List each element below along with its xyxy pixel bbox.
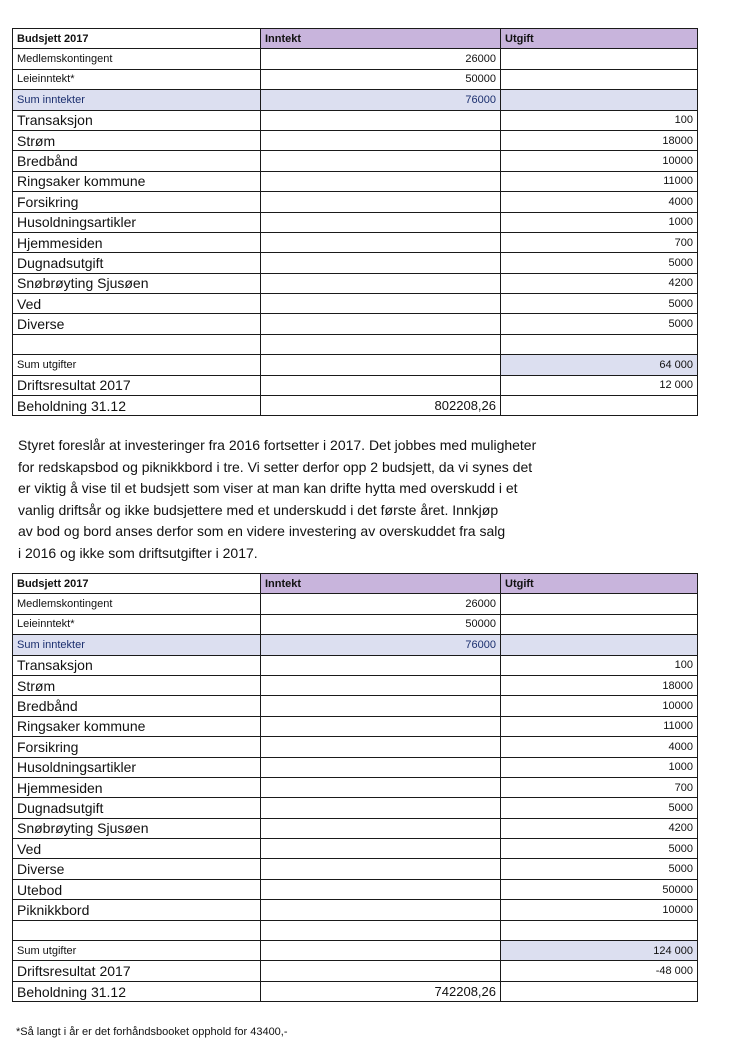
empty-cell <box>261 212 501 232</box>
empty-cell <box>501 594 698 614</box>
row-label: Sum inntekter <box>13 635 261 655</box>
empty-cell <box>261 716 501 736</box>
income-row <box>13 594 698 614</box>
empty-cell <box>261 675 501 695</box>
result-row <box>13 375 698 395</box>
expense-row <box>13 900 698 920</box>
balance-value: 802208,26 <box>261 396 501 416</box>
expense-row <box>13 253 698 273</box>
income-row <box>13 69 698 89</box>
sum-expenses-row <box>13 355 698 375</box>
blank-row <box>13 334 698 354</box>
row-label: Sum utgifter <box>13 355 261 375</box>
expense-value: 18000 <box>501 675 698 695</box>
budget-table-1 <box>12 28 698 416</box>
empty-cell <box>261 777 501 797</box>
row-label: Snøbrøyting Sjusøen <box>13 273 261 293</box>
row-label: Hjemmesiden <box>13 232 261 252</box>
empty-cell <box>13 334 261 354</box>
income-header-cell: Inntekt <box>261 29 501 49</box>
expense-value: 5000 <box>501 798 698 818</box>
empty-cell <box>501 49 698 69</box>
explanation-paragraph <box>18 435 618 564</box>
sum-income-row <box>13 635 698 655</box>
expense-value: 1000 <box>501 212 698 232</box>
expense-row <box>13 655 698 675</box>
expense-value: 4200 <box>501 273 698 293</box>
empty-cell <box>261 192 501 212</box>
expense-value: 100 <box>501 655 698 675</box>
balance-value: 742208,26 <box>261 981 501 1001</box>
empty-cell <box>261 232 501 252</box>
expense-value: 124 000 <box>501 941 698 961</box>
header-row <box>13 29 698 49</box>
row-label: Driftsresultat 2017 <box>13 961 261 981</box>
expense-value: 5000 <box>501 314 698 334</box>
expense-value: 10000 <box>501 151 698 171</box>
empty-cell <box>261 839 501 859</box>
expense-row <box>13 273 698 293</box>
expense-value: 64 000 <box>501 355 698 375</box>
income-value: 26000 <box>261 49 501 69</box>
income-header-cell: Inntekt <box>261 574 501 594</box>
row-label: Bredbånd <box>13 696 261 716</box>
row-label: Diverse <box>13 859 261 879</box>
expense-row <box>13 192 698 212</box>
row-label: Transaksjon <box>13 655 261 675</box>
row-label: Forsikring <box>13 737 261 757</box>
expense-value: 100 <box>501 110 698 130</box>
paragraph-line: i 2016 og ikke som driftsutgifter i 2017. <box>18 544 258 561</box>
result-row <box>13 961 698 981</box>
expense-value: 4000 <box>501 192 698 212</box>
row-label: Ved <box>13 294 261 314</box>
empty-cell <box>501 90 698 110</box>
income-value: 50000 <box>261 614 501 634</box>
empty-cell <box>261 696 501 716</box>
expense-value: 700 <box>501 232 698 252</box>
sum-income-row <box>13 90 698 110</box>
income-value: 26000 <box>261 594 501 614</box>
row-label: Sum utgifter <box>13 941 261 961</box>
empty-cell <box>261 655 501 675</box>
row-label: Forsikring <box>13 192 261 212</box>
row-label: Strøm <box>13 130 261 150</box>
empty-cell <box>501 920 698 940</box>
expense-row <box>13 151 698 171</box>
row-label: Bredbånd <box>13 151 261 171</box>
empty-cell <box>261 130 501 150</box>
expense-header-cell: Utgift <box>501 574 698 594</box>
expense-value: 5000 <box>501 839 698 859</box>
expense-row <box>13 314 698 334</box>
row-label: Ringsaker kommune <box>13 716 261 736</box>
expense-value: 10000 <box>501 900 698 920</box>
empty-cell <box>261 941 501 961</box>
empty-cell <box>261 334 501 354</box>
budget-title-cell: Budsjett 2017 <box>13 29 261 49</box>
row-label: Piknikkbord <box>13 900 261 920</box>
empty-cell <box>261 171 501 191</box>
row-label: Hjemmesiden <box>13 777 261 797</box>
balance-row <box>13 981 698 1001</box>
expense-value: 5000 <box>501 294 698 314</box>
expense-row <box>13 110 698 130</box>
row-label: Utebod <box>13 879 261 899</box>
empty-cell <box>13 920 261 940</box>
expense-row <box>13 777 698 797</box>
empty-cell <box>261 110 501 130</box>
budget-table-2 <box>12 573 698 1002</box>
row-label: Strøm <box>13 675 261 695</box>
expense-row <box>13 798 698 818</box>
expense-row <box>13 171 698 191</box>
row-label: Ved <box>13 839 261 859</box>
empty-cell <box>261 294 501 314</box>
expense-row <box>13 212 698 232</box>
row-label: Dugnadsutgift <box>13 798 261 818</box>
expense-row <box>13 716 698 736</box>
empty-cell <box>261 375 501 395</box>
row-label: Dugnadsutgift <box>13 253 261 273</box>
empty-cell <box>261 757 501 777</box>
expense-value: 4000 <box>501 737 698 757</box>
paragraph-line: Styret foreslår at investeringer fra 2016 fortsetter i 2017. Det jobbes med muligheter <box>18 437 537 453</box>
expense-row <box>13 130 698 150</box>
row-label: Husoldningsartikler <box>13 212 261 232</box>
footnote: *Så langt i år er det forhåndsbooket opphold for 43400,- <box>16 1026 288 1038</box>
header-row <box>13 574 698 594</box>
empty-cell <box>501 396 698 416</box>
expense-row <box>13 859 698 879</box>
row-label: Diverse <box>13 314 261 334</box>
income-row <box>13 614 698 634</box>
row-label: Transaksjon <box>13 110 261 130</box>
row-label: Ringsaker kommune <box>13 171 261 191</box>
empty-cell <box>261 900 501 920</box>
empty-cell <box>501 635 698 655</box>
empty-cell <box>261 253 501 273</box>
expense-row <box>13 294 698 314</box>
sum-expenses-row <box>13 941 698 961</box>
row-label: Medlemskontingent <box>13 49 261 69</box>
income-value: 76000 <box>261 635 501 655</box>
empty-cell <box>261 273 501 293</box>
expense-value: 5000 <box>501 253 698 273</box>
empty-cell <box>501 69 698 89</box>
empty-cell <box>261 859 501 879</box>
empty-cell <box>261 961 501 981</box>
empty-cell <box>261 920 501 940</box>
empty-cell <box>261 737 501 757</box>
expense-header-cell: Utgift <box>501 29 698 49</box>
expense-value: 50000 <box>501 879 698 899</box>
empty-cell <box>501 981 698 1001</box>
empty-cell <box>261 151 501 171</box>
empty-cell <box>261 818 501 838</box>
empty-cell <box>261 355 501 375</box>
row-label: Snøbrøyting Sjusøen <box>13 818 261 838</box>
expense-row <box>13 737 698 757</box>
row-label: Beholdning 31.12 <box>13 396 261 416</box>
expense-value: 18000 <box>501 130 698 150</box>
empty-cell <box>501 614 698 634</box>
income-value: 76000 <box>261 90 501 110</box>
income-row <box>13 49 698 69</box>
row-label: Medlemskontingent <box>13 594 261 614</box>
balance-row <box>13 396 698 416</box>
row-label: Beholdning 31.12 <box>13 981 261 1001</box>
expense-row <box>13 696 698 716</box>
expense-row <box>13 232 698 252</box>
expense-value: -48 000 <box>501 961 698 981</box>
row-label: Husoldningsartikler <box>13 757 261 777</box>
expense-row <box>13 675 698 695</box>
expense-value: 12 000 <box>501 375 698 395</box>
row-label: Leieinntekt* <box>13 69 261 89</box>
expense-value: 11000 <box>501 716 698 736</box>
budget-title-cell: Budsjett 2017 <box>13 574 261 594</box>
expense-value: 1000 <box>501 757 698 777</box>
blank-row <box>13 920 698 940</box>
expense-value: 11000 <box>501 171 698 191</box>
expense-row <box>13 839 698 859</box>
paragraph-line: vanlig driftsår og ikke budsjettere med et underskudd i det første året. Innkjøp <box>18 501 499 518</box>
expense-row <box>13 879 698 899</box>
expense-value: 5000 <box>501 859 698 879</box>
empty-cell <box>261 314 501 334</box>
paragraph-line: er viktig å vise til et budsjett som viser at man kan drifte hytta med overskudd i et <box>18 480 518 496</box>
expense-value: 10000 <box>501 696 698 716</box>
paragraph-line: for redskapsbod og piknikkbord i tre. Vi setter derfor opp 2 budsjett, da vi synes det <box>18 458 533 475</box>
row-label: Leieinntekt* <box>13 614 261 634</box>
expense-row <box>13 818 698 838</box>
empty-cell <box>261 798 501 818</box>
row-label: Driftsresultat 2017 <box>13 375 261 395</box>
income-value: 50000 <box>261 69 501 89</box>
row-label: Sum inntekter <box>13 90 261 110</box>
paragraph-line: av bod og bord anses derfor som en videre investering av overskuddet fra salg <box>18 523 506 539</box>
empty-cell <box>501 334 698 354</box>
empty-cell <box>261 879 501 899</box>
expense-value: 700 <box>501 777 698 797</box>
expense-value: 4200 <box>501 818 698 838</box>
expense-row <box>13 757 698 777</box>
